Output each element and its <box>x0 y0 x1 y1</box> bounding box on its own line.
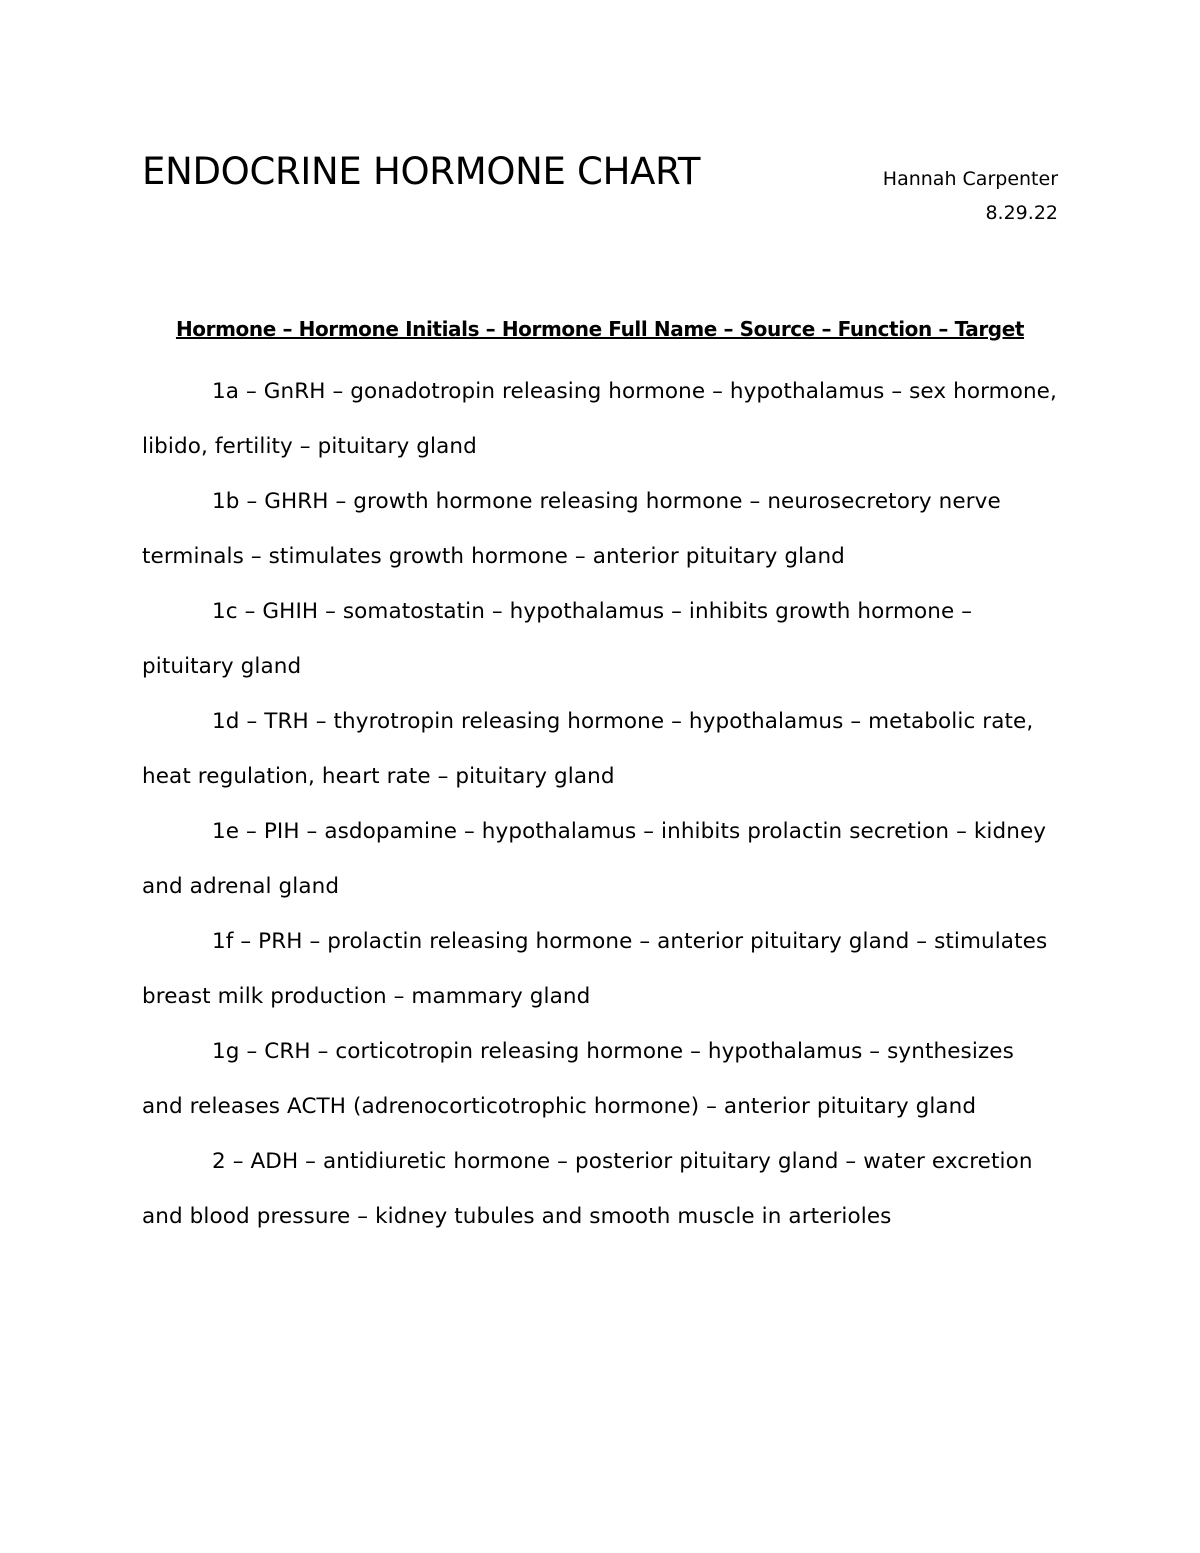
hormone-entry: 1f – PRH – prolactin releasing hormone – anterior pituitary gland – stimulates breast milk production – mammary gland <box>142 929 1048 1009</box>
document-title: ENDOCRINE HORMONE CHART <box>142 150 701 193</box>
hormone-entry: 1e – PIH – asdopamine – hypothalamus – inhibits prolactin secretion – kidney and adrenal gland <box>142 819 1047 899</box>
hormone-entry: 1d – TRH – thyrotropin releasing hormone – hypothalamus – metabolic rate, heat regulation, heart rate – pituitary gland <box>142 709 1034 789</box>
author-name: Hannah Carpenter <box>882 168 1058 190</box>
document-date: 8.29.22 <box>985 202 1058 224</box>
hormone-entry-list <box>142 364 1058 1244</box>
column-header-line: Hormone – Hormone Initials – Hormone Full Name – Source – Function – Target <box>175 317 1025 341</box>
hormone-entry: 1a – GnRH – gonadotropin releasing hormone – hypothalamus – sex hormone, libido, fertility – pituitary gland <box>142 379 1057 459</box>
hormone-entry: 1g – CRH – corticotropin releasing hormone – hypothalamus – synthesizes and releases ACTH (adrenocorticotrophic hormone) – anterior pituitary gland <box>142 1039 1014 1119</box>
hormone-entry: 1c – GHIH – somatostatin – hypothalamus – inhibits growth hormone – pituitary gland <box>142 599 973 679</box>
hormone-entry: 2 – ADH – antidiuretic hormone – posterior pituitary gland – water excretion and blood pressure – kidney tubules and smooth muscle in arterioles <box>142 1149 1033 1229</box>
hormone-entry: 1b – GHRH – growth hormone releasing hormone – neurosecretory nerve terminals – stimulates growth hormone – anterior pituitary gland <box>142 489 1001 569</box>
